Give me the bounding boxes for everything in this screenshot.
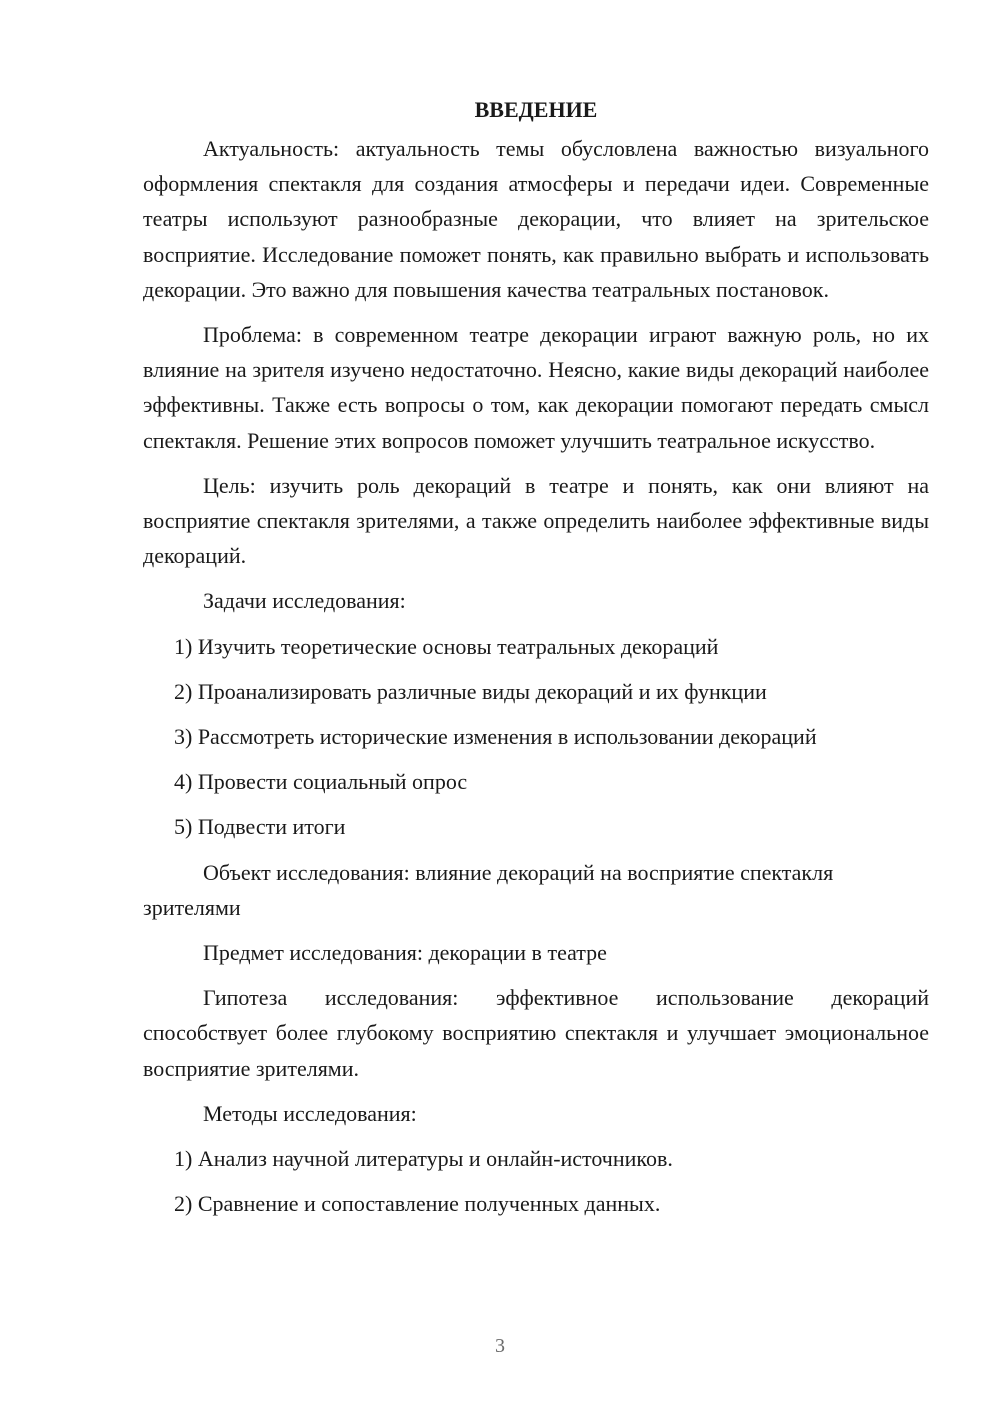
methods-heading: Методы исследования: [203,1100,417,1126]
task-item: 3) Рассмотреть исторические изменения в использовании декораций [174,724,817,750]
task-item: 5) Подвести итоги [174,814,346,840]
hypothesis-paragraph: Гипотеза исследования: эффективное использование декораций способствует более глубокому восприятию спектакля и улучшает эмоциональное восприятие зрителями. [143,985,929,1081]
method-item: 1) Анализ научной литературы и онлайн-источников. [174,1146,673,1172]
section-title: ВВЕДЕНИЕ [474,97,598,122]
goal-paragraph: Цель: изучить роль декораций в театре и понять, как они влияют на восприятие спектакля зрителями, а также определить наиболее эффективные виды декораций. [143,472,929,569]
subject-paragraph: Предмет исследования: декорации в театре [203,940,607,966]
task-item: 1) Изучить теоретические основы театральных декораций [174,633,719,659]
document-page [143,95,929,1231]
tasks-heading: Задачи исследования: [203,588,406,614]
relevance-paragraph: Актуальность: актуальность темы обусловлена важностью визуального оформления спектакля для создания атмосферы и передачи идеи. Современные театры используют разнообразные декорации, что влияет на зрительское восприятие. Исследование поможет понять, как правильно выбрать и использовать декорации. Это важно для повышения качества театральных постановок. [143,136,929,302]
task-item: 4) Провести социальный опрос [174,769,468,795]
page-number: 3 [495,1335,505,1357]
object-paragraph: Объект исследования: влияние декораций на восприятие спектакля зрителями [143,859,834,920]
method-item: 2) Сравнение и сопоставление полученных данных. [174,1191,661,1217]
task-item: 2) Проанализировать различные виды декораций и их функции [174,678,767,704]
problem-paragraph: Проблема: в современном театре декорации играют важную роль, но их влияние на зрителя изучено недостаточно. Неясно, какие виды декораций наиболее эффективны. Также есть вопросы о том, как декорации помогают передать смысл спектакля. Решение этих вопросов поможет улучшить театральное искусство. [143,322,929,453]
